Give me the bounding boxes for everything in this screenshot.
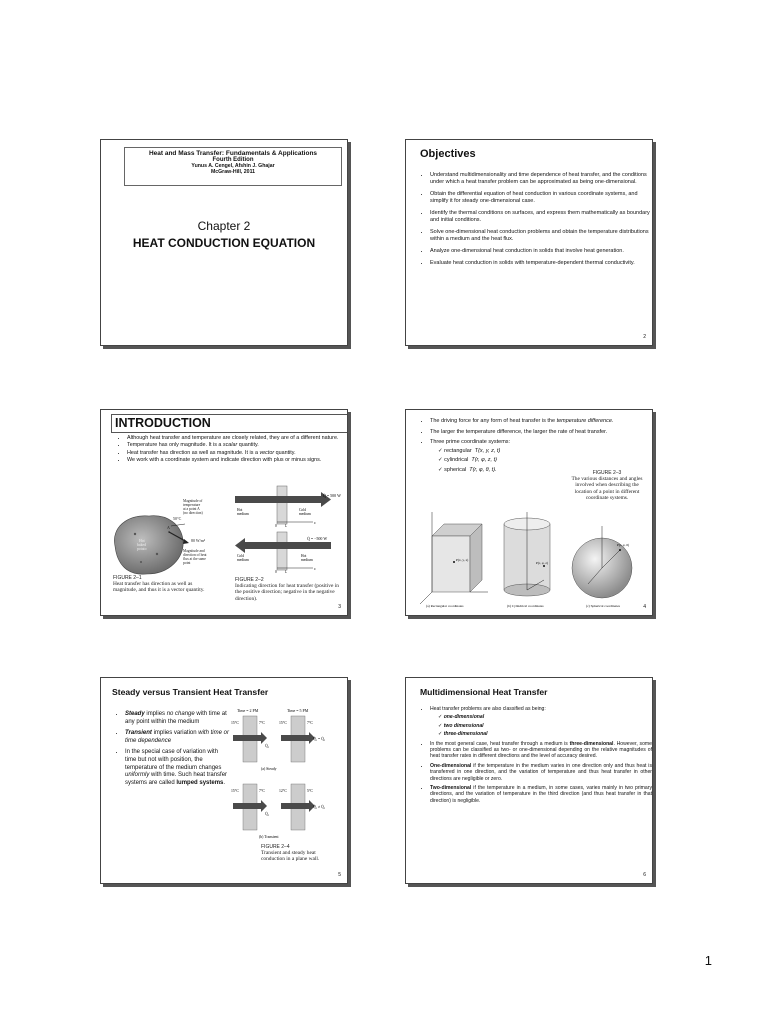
list-item: • Solve one-dimensional heat conduction problems and obtain the temperature distributions within a medium and the heat flux.	[430, 229, 653, 243]
svg-text:Hotmedium: Hot medium	[237, 508, 249, 516]
chapter-title: HEAT CONDUCTION EQUATION	[132, 236, 316, 250]
svg-text:7°C: 7°C	[259, 721, 265, 725]
svg-text:Q̇ = −500 W: Q̇ = −500 W	[307, 536, 328, 541]
book-authors: Yunus A. Cengel, Afshin J. Ghajar	[191, 163, 275, 169]
slide-number: 5	[338, 872, 341, 878]
multidimensional-list	[420, 706, 652, 807]
potato-figure	[105, 484, 223, 580]
list-item: ✓ two dimensional	[438, 723, 652, 729]
list-item: ✓ one-dimensional	[438, 714, 652, 720]
book-publisher: McGraw-Hill, 2011	[210, 169, 256, 175]
book-info-box	[124, 147, 342, 186]
list-item: • Heat transfer has direction as well as magnitude. It is a vector quantity.	[127, 450, 348, 456]
list-item: ✓ spherical T(r, φ, θ, t).	[438, 467, 650, 474]
svg-text:(b) Cylindrical coordinates: (b) Cylindrical coordinates	[507, 604, 544, 608]
svg-text:Q̇₂ ≠ Q̇₁: Q̇₂ ≠ Q̇₁	[313, 805, 326, 809]
figure-2-4-caption: FIGURE 2–4 Transient and steady heat conduction in a plane wall.	[261, 844, 320, 863]
list-item: • Two-dimensional if the temperature in a medium, in some cases, varies mainly in two primary directions, and the variation of temperature in the third direction (and thus heat transfer in that direction) is negligible.	[430, 785, 652, 804]
slide-multidimensional	[405, 677, 653, 884]
coordinate-figure	[412, 506, 646, 610]
list-item: • Three prime coordinate systems: ✓ rectangular T(x, y, z, t) ✓ cylindrical T(r, φ, z, t) ✓ spherical T(r, φ, θ, t).	[430, 439, 650, 473]
svg-text:(a) Rectangular coordinates: (a) Rectangular coordinates	[426, 604, 464, 608]
slide-heading: Multidimensional Heat Transfer	[420, 687, 548, 697]
coordinates-list	[420, 418, 650, 478]
slide-number: 3	[338, 604, 341, 610]
list-item: • Transient implies variation with time or time dependence	[125, 730, 229, 745]
svg-text:Q̇₁: Q̇₁	[265, 812, 270, 816]
list-item: • One-dimensional if the temperature in the medium varies in one direction only and thus heat is transferred in one direction, and the variation of temperature and thus heat transfer in other directions are negligible or zero.	[430, 763, 652, 782]
svg-text:7°C: 7°C	[307, 721, 313, 725]
slide-objectives	[405, 139, 653, 346]
heading-box	[111, 414, 348, 433]
slide-number: 2	[643, 334, 646, 340]
svg-text:Time = 2 PM: Time = 2 PM	[237, 708, 259, 713]
list-item: • Temperature has only magnitude. It is a scalar quantity.	[127, 442, 348, 448]
page-number: 1	[704, 953, 712, 968]
svg-text:P(x, y, z): P(x, y, z)	[456, 558, 469, 562]
slide-number: 6	[643, 872, 646, 878]
list-item: • The driving force for any form of heat transfer is the temperature difference.	[430, 418, 650, 425]
svg-text:7°C: 7°C	[259, 789, 265, 793]
svg-text:P(r, φ, z): P(r, φ, z)	[536, 561, 548, 565]
slide-steady-transient	[100, 677, 348, 884]
slide-coordinates	[405, 409, 653, 616]
svg-text:Time = 5 PM: Time = 5 PM	[287, 708, 309, 713]
list-item: • Obtain the differential equation of heat conduction in various coordinate systems, and simplify it for steady one-dimensional case.	[430, 191, 653, 205]
svg-text:Hotmedium: Hot medium	[301, 554, 313, 562]
svg-text:0: 0	[275, 524, 277, 528]
svg-text:(a) Steady: (a) Steady	[261, 767, 277, 771]
dimension-kinds	[430, 714, 652, 737]
list-item: • Steady implies no change with time at any point within the medium	[125, 711, 229, 726]
intro-list	[117, 435, 348, 465]
svg-text:Magnitude anddirection of heat: Magnitude and direction of heat flux at the same point	[183, 549, 207, 565]
slide-number: 4	[643, 604, 646, 610]
svg-text:Q̇₂ = Q̇₁: Q̇₂ = Q̇₁	[313, 737, 326, 741]
list-item: • We work with a coordinate system and indicate direction with plus or minus signs.	[127, 457, 348, 463]
svg-text:Coldmedium: Cold medium	[237, 554, 249, 562]
chapter-label: Chapter 2	[197, 219, 251, 233]
svg-text:15°C: 15°C	[231, 721, 239, 725]
list-item: ✓ rectangular T(x, y, z, t)	[438, 448, 650, 455]
svg-text:80 W/m²: 80 W/m²	[191, 538, 206, 543]
objectives-list	[420, 172, 653, 272]
sphere	[572, 526, 632, 608]
cylinder	[504, 512, 550, 608]
svg-text:Coldmedium: Cold medium	[299, 508, 311, 516]
list-item: • Analyze one-dimensional heat conduction in solids that involve heat generation.	[430, 248, 653, 255]
slide-title	[100, 139, 348, 346]
figure-2-3-caption: FIGURE 2–3 The various distances and angles involved when describing the location of a point in different coordinate systems.	[571, 470, 643, 501]
svg-text:0: 0	[275, 570, 277, 574]
slide-heading: Steady versus Transient Heat Transfer	[112, 687, 269, 697]
svg-text:x: x	[314, 521, 316, 525]
rectangular-box	[420, 512, 488, 608]
list-item: • The larger the temperature difference, the larger the rate of heat transfer.	[430, 429, 650, 436]
wall-direction-figure	[223, 482, 343, 576]
potato-shape	[114, 516, 183, 574]
svg-text:Q̇ = 500 W: Q̇ = 500 W	[323, 493, 341, 498]
svg-text:15°C: 15°C	[279, 721, 287, 725]
svg-text:Q̇₁: Q̇₁	[265, 744, 270, 748]
list-item: ✓ cylindrical T(r, φ, z, t)	[438, 457, 650, 464]
list-item: • In the most general case, heat transfer through a medium is three-dimensional. However, some problems can be classified as two- or one-dimensional depending on the relative magnitudes of heat transfer rates in different directions and the level of accuracy desired.	[430, 741, 652, 760]
book-edition: Fourth Edition	[212, 157, 254, 163]
list-item: • Evaluate heat conduction in solids with temperature-dependent thermal conductivity.	[430, 260, 653, 267]
slide-introduction	[100, 409, 348, 616]
list-item: • Understand multidimensionality and time dependence of heat transfer, and the conditions under which a heat transfer problem can be approximated as being one-dimensional.	[430, 172, 653, 186]
figure-2-1-caption: FIGURE 2–1 Heat transfer has direction as well as magnitude, and thus it is a vector quantity.	[113, 575, 205, 594]
slide-heading: Objectives	[420, 148, 476, 160]
svg-text:(c) Spherical coordinates: (c) Spherical coordinates	[586, 604, 620, 608]
svg-text:(b) Transient: (b) Transient	[259, 835, 279, 839]
svg-text:50°C: 50°C	[173, 516, 182, 521]
svg-text:A: A	[167, 525, 170, 530]
svg-text:L: L	[285, 524, 287, 528]
svg-text:L: L	[285, 570, 287, 574]
svg-text:Magnitude oftemperatureat a po: Magnitude of temperature at a point A (no direction)	[183, 499, 203, 515]
plane-wall-figure	[225, 706, 341, 854]
list-item: • Heat transfer problems are also classified as being: ✓ one-dimensional ✓ two dimensional ✓ three-dimensional	[430, 706, 652, 738]
svg-text:x: x	[314, 567, 316, 571]
figure-2-2-caption: FIGURE 2–2 Indicating direction for heat transfer (positive in the positive direction; negative in the negative direction).	[235, 577, 339, 602]
svg-text:5°C: 5°C	[307, 789, 313, 793]
slide-heading: INTRODUCTION	[115, 416, 211, 430]
steady-transient-list	[115, 711, 229, 791]
svg-text:15°C: 15°C	[231, 789, 239, 793]
svg-text:Hotbakedpotato: Hot baked potato	[137, 539, 147, 551]
book-title: Heat and Mass Transfer: Fundamentals & Applications	[148, 150, 318, 157]
svg-text:P(r, φ, θ): P(r, φ, θ)	[617, 543, 630, 547]
list-item: • In the special case of variation with time but not with position, the temperature of the medium changes uniformly with time. Such heat transfer systems are called lumped systems.	[125, 749, 229, 787]
list-item: ✓ three-dimensional	[438, 731, 652, 737]
svg-text:12°C: 12°C	[279, 789, 287, 793]
list-item: • Although heat transfer and temperature are closely related, they are of a different nature.	[127, 435, 348, 441]
list-item: • Identify the thermal conditions on surfaces, and express them mathematically as boundary and initial conditions.	[430, 210, 653, 224]
